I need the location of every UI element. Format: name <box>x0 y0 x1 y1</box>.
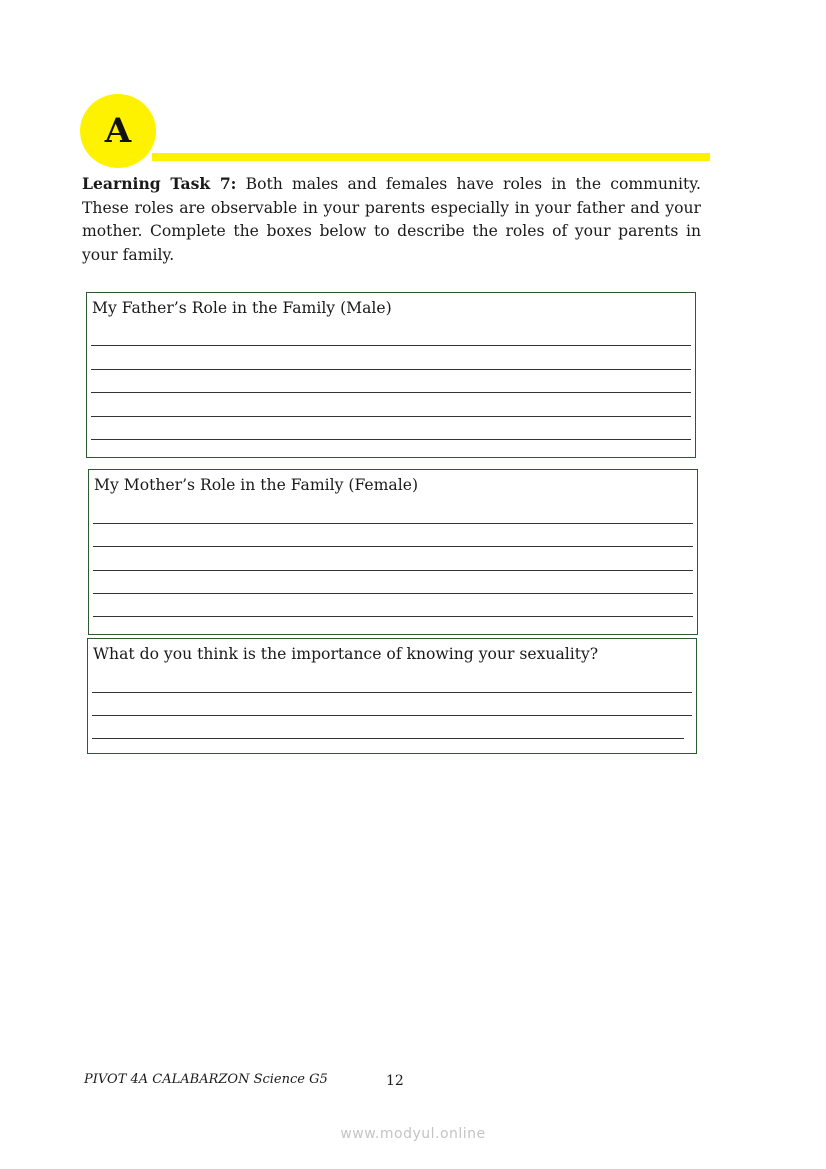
page-number: 12 <box>386 1073 404 1089</box>
answer-line[interactable] <box>93 570 693 571</box>
answer-line[interactable] <box>93 616 693 617</box>
answer-line[interactable] <box>91 416 691 417</box>
answer-line[interactable] <box>92 715 692 716</box>
father-role-box <box>86 292 696 458</box>
answer-line[interactable] <box>91 369 691 370</box>
answer-line[interactable] <box>91 345 691 346</box>
task-instructions <box>82 172 701 267</box>
sexuality-importance-box <box>87 638 697 754</box>
answer-line[interactable] <box>93 523 693 524</box>
section-letter-badge <box>80 94 156 168</box>
answer-line[interactable] <box>92 692 692 693</box>
task-label: Learning Task 7: <box>82 174 237 193</box>
father-role-title: My Father’s Role in the Family (Male) <box>92 299 392 317</box>
answer-line[interactable] <box>93 546 693 547</box>
sexuality-importance-question: What do you think is the importance of knowing your sexuality? <box>93 645 599 663</box>
section-letter: A <box>104 111 132 151</box>
answer-line[interactable] <box>93 593 693 594</box>
footer-source: PIVOT 4A CALABARZON Science G5 <box>84 1072 328 1087</box>
answer-line[interactable] <box>91 392 691 393</box>
answer-line[interactable] <box>92 738 684 739</box>
watermark: www.modyul.online <box>340 1126 486 1142</box>
mother-role-box <box>88 469 698 635</box>
mother-role-title: My Mother’s Role in the Family (Female) <box>94 476 419 494</box>
task-text: Both males and females have roles in the community. These roles are observable in your parents especially in your father and your mother. Complete the boxes below to describe the roles of your parents in your family. <box>82 175 701 264</box>
section-header-bar <box>152 153 710 161</box>
answer-line[interactable] <box>91 439 691 440</box>
